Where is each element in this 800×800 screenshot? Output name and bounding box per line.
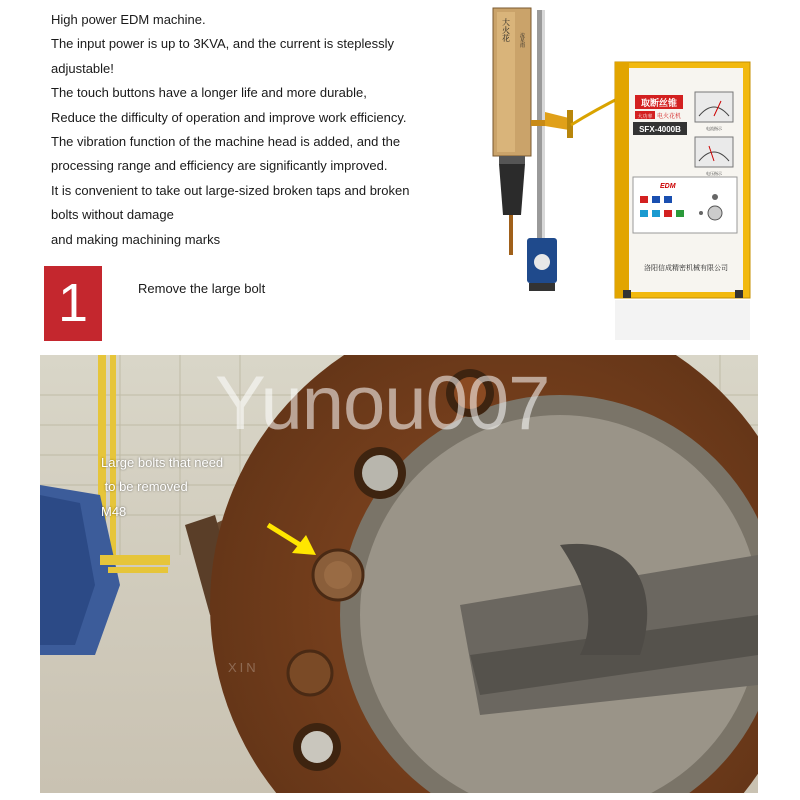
description-line: Reduce the difficulty of operation and improve work efficiency. — [51, 109, 407, 125]
panel-logo: EDM — [660, 183, 676, 190]
bolt-annotation-line: Large bolts that need — [101, 455, 224, 470]
brand-top: 取断丝锥 — [640, 98, 678, 108]
description-line: adjustable! — [51, 60, 114, 76]
description-line: bolts without damage — [51, 207, 174, 223]
watermark-faint: XIN — [228, 660, 259, 675]
bolt-annotation-line: to be removed — [101, 479, 188, 494]
brand-badge: 大功率 — [637, 114, 653, 120]
description-line: It is convenient to take out large-sized broken taps and broken — [51, 182, 410, 198]
description-line: and making machining marks — [51, 231, 221, 247]
description-line: The input power is up to 3KVA, and the current is steplessly — [51, 36, 394, 52]
description-line: The touch buttons have a longer life and more durable, — [51, 85, 367, 101]
model-label: SFX-4000B — [639, 125, 681, 134]
step-number-badge: 1 — [44, 266, 102, 341]
bolt-size-label: M48 — [101, 504, 127, 519]
head-label-small: 流星雨 — [519, 32, 525, 48]
step-label: Remove the large bolt — [138, 281, 266, 296]
description-line: The vibration function of the machine head is added, and the — [51, 134, 401, 150]
gauge-label: 电流指示 — [706, 126, 722, 131]
description-line: processing range and efficiency are significantly improved. — [51, 158, 388, 174]
company-name: 洛阳信成精密机械有限公司 — [644, 265, 728, 272]
description-line: High power EDM machine. — [51, 12, 206, 27]
head-label: 大火花 — [501, 18, 511, 42]
brand-sub: 电火花机 — [656, 114, 682, 120]
watermark: Yunou007 — [215, 361, 550, 446]
gauge-label: 电压指示 — [706, 171, 722, 176]
product-description — [51, 8, 451, 252]
edm-machine-image — [485, 0, 775, 345]
